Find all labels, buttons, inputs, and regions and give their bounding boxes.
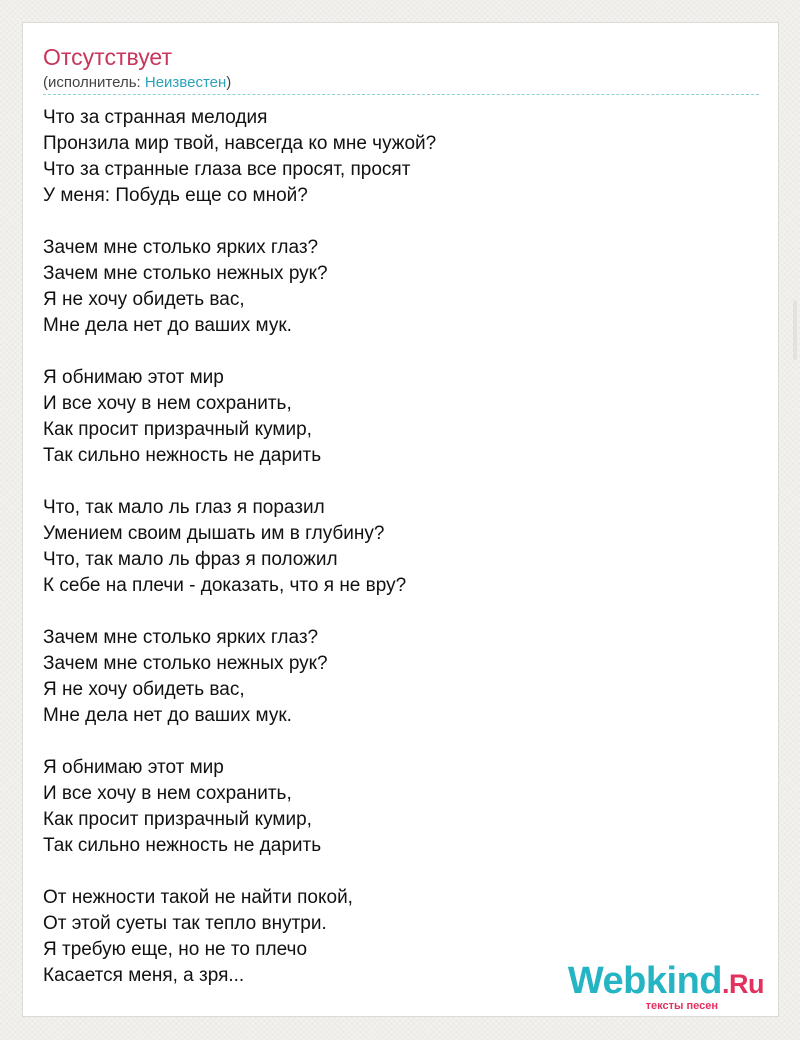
lyric-line: Что, так мало ль фраз я положил [43,549,338,570]
lyric-line: От этой суеты так тепло внутри. [43,913,327,934]
lyric-line: Так сильно нежность не дарить [43,445,322,466]
lyrics-stanza [43,495,759,599]
lyric-line: Я не хочу обидеть вас, [43,289,245,310]
lyric-line: Пронзила мир твой, навсегда ко мне чужой? [43,133,437,154]
lyrics-body [43,105,759,1015]
lyric-line: Я не хочу обидеть вас, [43,679,245,700]
brand-tld: .Ru [722,969,764,999]
lyrics-stanza [43,365,759,469]
lyric-line: Как просит призрачный кумир, [43,809,312,830]
site-logo[interactable] [568,961,764,1012]
lyric-line: Зачем мне столько нежных рук? [43,653,328,674]
artist-prefix: (исполнитель: [43,74,145,91]
lyric-line: Что, так мало ль глаз я поразил [43,497,325,518]
lyric-line: Мне дела нет до ваших мук. [43,315,292,336]
brand-tagline: тексты песен [645,1000,718,1012]
artist-link[interactable]: Неизвестен [144,74,227,91]
scrollbar[interactable] [793,300,797,360]
lyric-line: Я требую еще, но не то плечо [43,939,308,960]
lyric-line: От нежности такой не найти покой, [43,887,353,908]
lyric-line: К себе на плечи - доказать, что я не вру? [43,575,407,596]
lyric-line: Зачем мне столько нежных рук? [43,263,328,284]
lyric-line: Что за странные глаза все просят, просят [43,159,411,180]
brand-wordmark [568,961,764,1004]
lyric-line: Умением своим дышать им в глубину? [43,523,385,544]
artist-suffix: ) [226,74,232,91]
brand-name: Webkind [567,960,722,1002]
lyrics-stanza [43,235,759,339]
lyrics-stanza [43,625,759,729]
lyric-line: Так сильно нежность не дарить [43,835,322,856]
lyric-line: Касается меня, а зря... [43,965,245,986]
lyric-line: Как просит призрачный кумир, [43,419,312,440]
lyric-line: Я обнимаю этот мир [43,757,224,778]
lyric-line: Я обнимаю этот мир [43,367,224,388]
lyrics-stanza [43,755,759,859]
lyric-line: И все хочу в нем сохранить, [43,783,292,804]
lyric-line: У меня: Побудь еще со мной? [43,185,308,206]
lyric-line: Зачем мне столько ярких глаз? [43,627,319,648]
lyric-line: Зачем мне столько ярких глаз? [43,237,319,258]
title-divider [43,94,759,95]
lyric-line: Что за странная мелодия [43,107,268,128]
lyrics-card [22,22,779,1017]
lyric-line: И все хочу в нем сохранить, [43,393,292,414]
song-title: Отсутствует [43,44,172,70]
lyrics-stanza [43,105,759,209]
artist-line [43,73,231,93]
lyric-line: Мне дела нет до ваших мук. [43,705,292,726]
